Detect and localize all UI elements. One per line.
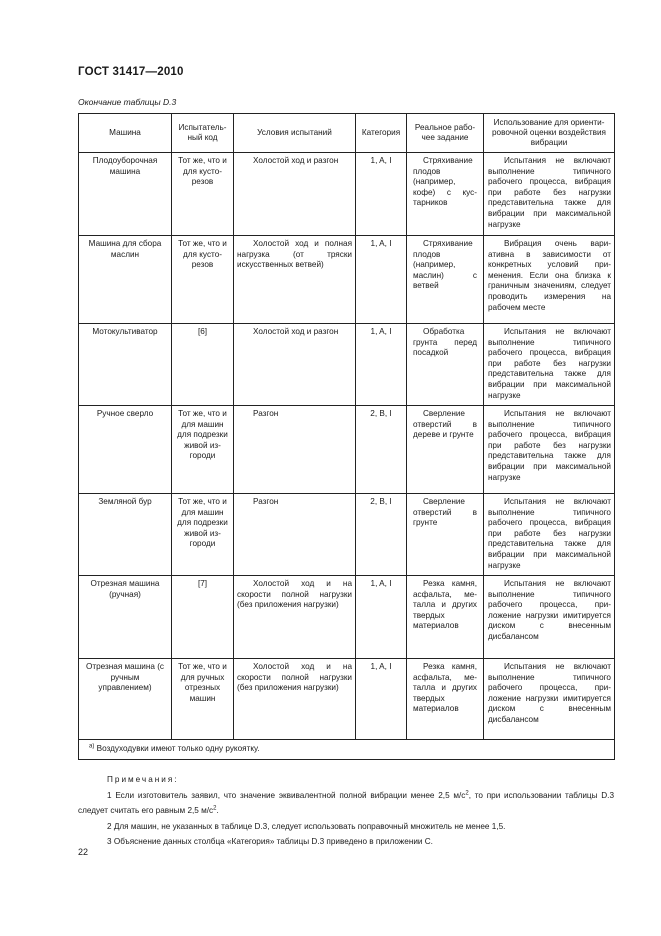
- cell-category: 1, A, I: [356, 153, 407, 236]
- cell-category: 1, A, I: [356, 659, 407, 740]
- notes-heading: Примечания:: [107, 775, 179, 784]
- cell-test-code: [6]: [172, 324, 234, 406]
- cell-real-task: Стряхивание плодов (например, кофе) с кустарников: [407, 153, 484, 236]
- cell-real-task: Резка камня, асфальта, металла и других твердых материалов: [407, 659, 484, 740]
- note-2: 2 Для машин, не указанных в таблице D.3, следует использовать поправочный множитель не менее 1,5.: [107, 821, 506, 831]
- cell-test-code: Тот же, что и для кусторезов: [172, 153, 234, 236]
- cell-conditions: Разгон: [234, 406, 356, 494]
- cell-machine: Плодоуборочная машина: [79, 153, 172, 236]
- table-row: [79, 236, 615, 324]
- notes-block: [78, 772, 614, 850]
- table-header-row: [79, 114, 615, 153]
- table-row: [79, 576, 615, 659]
- table-footnote: [79, 740, 615, 760]
- note-1-sup-2: 2: [213, 805, 217, 812]
- cell-category: 1, A, I: [356, 576, 407, 659]
- cell-usage: Испытания не включают выполнение типичного рабочего процесса, приложение нагрузки имитируется диском с внесенным дисбалансом: [484, 576, 615, 659]
- cell-machine: Машина для сбора маслин: [79, 236, 172, 324]
- cell-real-task: Стряхивание плодов (например, маслин) с ветвей: [407, 236, 484, 324]
- cell-machine: Отрезная машина (ручная): [79, 576, 172, 659]
- page-number: 22: [78, 847, 89, 857]
- cell-conditions: Разгон: [234, 494, 356, 576]
- note-3: 3 Объяснение данных столбца «Категория» таблицы D.3 приведено в приложении С.: [107, 837, 433, 846]
- cell-category: 1, A, I: [356, 236, 407, 324]
- cell-machine: Отрезная машина (с ручным управлением): [79, 659, 172, 740]
- standard-designation: ГОСТ 31417—2010: [78, 66, 184, 78]
- table-row: [79, 659, 615, 740]
- footnote-mark: a): [89, 743, 95, 750]
- table-caption: Окончание таблицы D.3: [78, 97, 177, 107]
- cell-usage: Испытания не включают выполнение типичного рабочего процесса, вибрация при работе без нагрузки представительна также для вибрации при максимальной нагрузке: [484, 494, 615, 576]
- cell-test-code: [7]: [172, 576, 234, 659]
- table-row: [79, 153, 615, 236]
- col-header-usage: Использование для ориентировочной оценки воздействия вибрации: [484, 114, 615, 153]
- table-d3: [78, 113, 615, 760]
- cell-test-code: Тот же, что и для машин для подрезки живой изгороди: [172, 406, 234, 494]
- note-1-part-a: 1 Если изготовитель заявил, что значение эквивалентной полной вибрации менее 2,5 м/с: [107, 790, 466, 800]
- cell-real-task: Сверление отверстий в дереве и грунте: [407, 406, 484, 494]
- table-row: [79, 324, 615, 406]
- cell-test-code: Тот же, что и для машин для подрезки живой изгороди: [172, 494, 234, 576]
- cell-test-code: Тот же, что и для ручных отрезных машин: [172, 659, 234, 740]
- cell-usage: Испытания не включают выполнение типичного рабочего процесса, вибрация при работе без нагрузки представительна также для вибрации при максимальной нагрузке: [484, 406, 615, 494]
- col-header-machine: Машина: [79, 114, 172, 153]
- cell-usage: Испытания не включают выполнение типичного рабочего процесса, вибрация при работе без нагрузки представительна также для вибрации при максимальной нагрузке: [484, 153, 615, 236]
- note-1-part-b: , то при использовании таблицы D.3 следует считать его равным 2,5 м/с: [78, 790, 614, 815]
- cell-category: 1, A, I: [356, 324, 407, 406]
- cell-machine: Мотокультиватор: [79, 324, 172, 406]
- cell-real-task: Резка камня, асфальта, металла и других твердых материалов: [407, 576, 484, 659]
- cell-usage: Испытания не включают выполнение типичного рабочего процесса, приложение нагрузки имитируется диском с внесенным дисбалансом: [484, 659, 615, 740]
- cell-conditions: Холостой ход и на скорости полной нагрузки (без приложения нагрузки): [234, 659, 356, 740]
- cell-real-task: Сверление отверстий в грунте: [407, 494, 484, 576]
- table-row: [79, 406, 615, 494]
- table-footnote-row: [79, 740, 615, 760]
- cell-conditions: Холостой ход и разгон: [234, 324, 356, 406]
- cell-conditions: Холостой ход и полная нагрузка (от тряски искусственных ветвей): [234, 236, 356, 324]
- cell-machine: Земляной бур: [79, 494, 172, 576]
- cell-usage: Вибрация очень вариативна в зависимости от конкретных условий применения. Если она близка к граничным значениям, следует проводить измерения на рабочем месте: [484, 236, 615, 324]
- cell-real-task: Обработка грунта перед посадкой: [407, 324, 484, 406]
- footnote-text: Воздуходувки имеют только одну рукоятку.: [94, 744, 260, 753]
- cell-test-code: Тот же, что и для кусторезов: [172, 236, 234, 324]
- col-header-real-task: Реальное рабочее задание: [407, 114, 484, 153]
- note-1-part-c: .: [216, 806, 219, 815]
- table-row: [79, 494, 615, 576]
- col-header-category: Категория: [356, 114, 407, 153]
- cell-conditions: Холостой ход и на скорости полной нагрузки (без приложения нагрузки): [234, 576, 356, 659]
- col-header-test-conditions: Условия испытаний: [234, 114, 356, 153]
- cell-machine: Ручное сверло: [79, 406, 172, 494]
- note-1-sup-1: 2: [465, 789, 469, 796]
- cell-conditions: Холостой ход и разгон: [234, 153, 356, 236]
- cell-usage: Испытания не включают выполнение типичного рабочего процесса, вибрация при работе без нагрузки представительна также для вибрации при максимальной нагрузке: [484, 324, 615, 406]
- cell-category: 2, B, I: [356, 494, 407, 576]
- cell-category: 2, B, I: [356, 406, 407, 494]
- note-1: [78, 788, 614, 819]
- col-header-test-code: Испытательный код: [172, 114, 234, 153]
